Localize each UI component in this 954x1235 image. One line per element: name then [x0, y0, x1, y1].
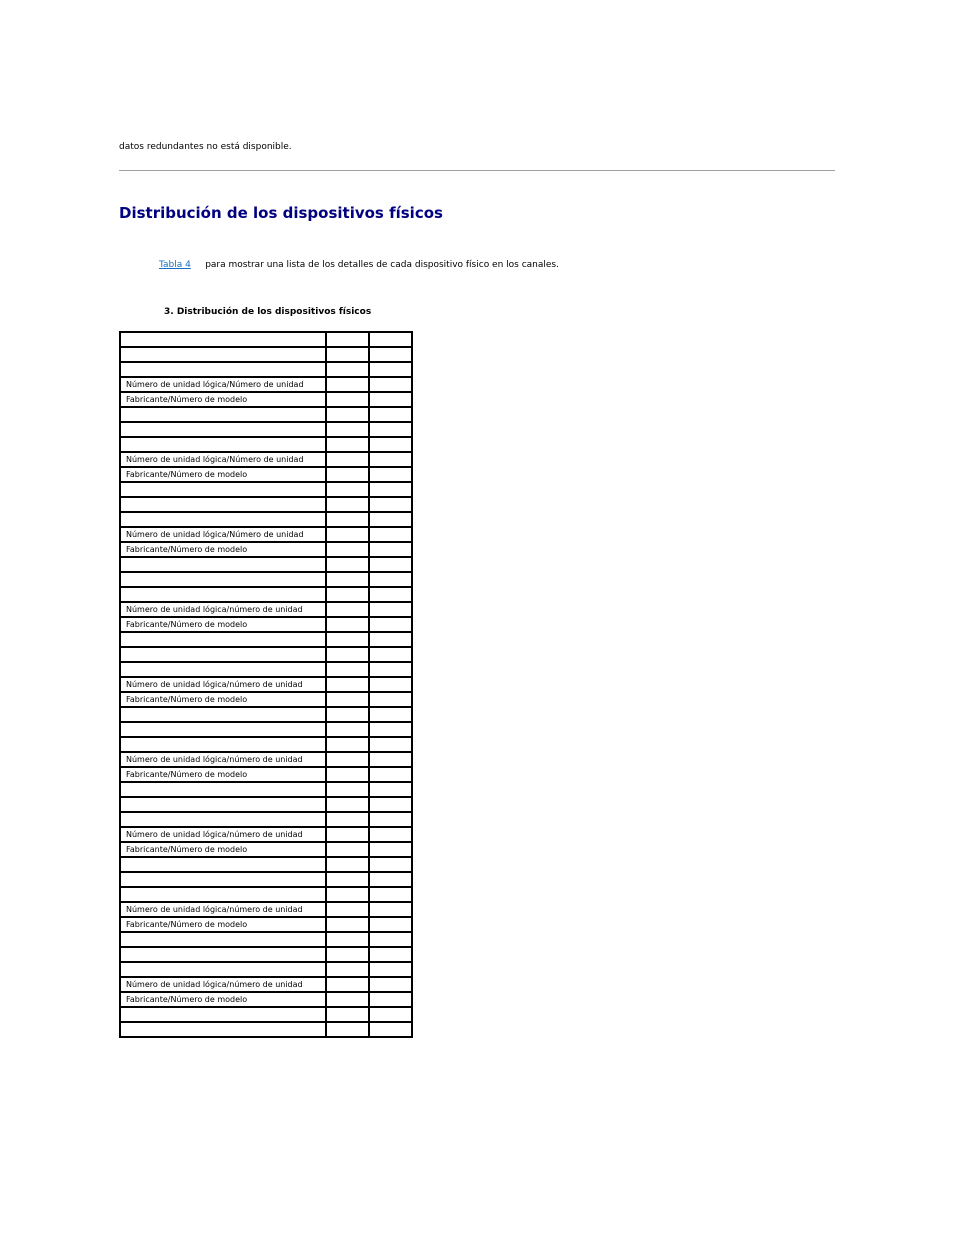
- table-row: [120, 722, 412, 737]
- table-row: [120, 812, 412, 827]
- table-cell: [326, 782, 369, 797]
- table-cell: [326, 602, 369, 617]
- table-row: [120, 677, 412, 692]
- table-cell: [120, 947, 326, 962]
- table-row: [120, 542, 412, 557]
- table-row: [120, 422, 412, 437]
- table-row: [120, 332, 412, 347]
- table-cell: [369, 497, 412, 512]
- table-cell: [369, 812, 412, 827]
- table-row: [120, 932, 412, 947]
- table-cell: [326, 692, 369, 707]
- table-cell: [120, 872, 326, 887]
- table-cell: [120, 887, 326, 902]
- table-cell: [120, 437, 326, 452]
- table-cell: [369, 362, 412, 377]
- table-cell: [326, 407, 369, 422]
- table-row: [120, 662, 412, 677]
- table-cell: [326, 737, 369, 752]
- table-cell: [326, 587, 369, 602]
- table-cell: [120, 347, 326, 362]
- table-cell: [369, 452, 412, 467]
- table-row: [120, 917, 412, 932]
- table-cell: [326, 887, 369, 902]
- table-cell: [326, 557, 369, 572]
- table-row: [120, 527, 412, 542]
- paragraph-text: para mostrar una lista de los detalles de cada dispositivo físico en los canales.: [205, 260, 559, 270]
- table-cell: [120, 737, 326, 752]
- table-row: [120, 647, 412, 662]
- table-row: [120, 377, 412, 392]
- table-cell: [326, 422, 369, 437]
- table-cell: Número de unidad lógica/Número de unidad: [120, 452, 326, 467]
- table-cell: [120, 362, 326, 377]
- table-cell: [120, 707, 326, 722]
- table-cell: [369, 512, 412, 527]
- table-cell: [326, 362, 369, 377]
- table-cell: [369, 377, 412, 392]
- table-row: [120, 692, 412, 707]
- table-cell: [326, 1007, 369, 1022]
- table-cell: [369, 872, 412, 887]
- table-cell: [369, 647, 412, 662]
- table-row: [120, 992, 412, 1007]
- table-row: [120, 362, 412, 377]
- table-cell: [369, 677, 412, 692]
- table-cell: [369, 632, 412, 647]
- table-cell: [120, 632, 326, 647]
- table-row: [120, 512, 412, 527]
- table-cell: Fabricante/Número de modelo: [120, 692, 326, 707]
- table-cell: Número de unidad lógica/número de unidad: [120, 977, 326, 992]
- table-body: [120, 332, 412, 1037]
- table-cell: [326, 452, 369, 467]
- table-cell: [369, 782, 412, 797]
- table-cell: [369, 992, 412, 1007]
- table-cell: [120, 797, 326, 812]
- table-row: [120, 737, 412, 752]
- table-cell: [369, 752, 412, 767]
- table-row: [120, 617, 412, 632]
- table-cell: [326, 647, 369, 662]
- table-cell: [369, 722, 412, 737]
- table-row: [120, 782, 412, 797]
- section-heading: Distribución de los dispositivos físicos: [119, 204, 443, 222]
- table-row: [120, 557, 412, 572]
- table-cell: [369, 842, 412, 857]
- paragraph-spacer: [194, 260, 203, 270]
- table-row: [120, 497, 412, 512]
- table-cell: [326, 512, 369, 527]
- table-cell: [369, 662, 412, 677]
- table-cell: [120, 812, 326, 827]
- intro-paragraph: [159, 259, 559, 271]
- table-cell: [120, 572, 326, 587]
- table-row: [120, 752, 412, 767]
- table-cell: [369, 767, 412, 782]
- table-cell: [326, 1022, 369, 1037]
- table-row: [120, 887, 412, 902]
- table-cell: [326, 932, 369, 947]
- table-cell: [120, 857, 326, 872]
- table-cell: [120, 782, 326, 797]
- table-cell: [369, 527, 412, 542]
- table-cell: [120, 1007, 326, 1022]
- table-cell: Número de unidad lógica/número de unidad: [120, 752, 326, 767]
- table-cell: [369, 587, 412, 602]
- table-row: [120, 767, 412, 782]
- table-cell: Fabricante/Número de modelo: [120, 992, 326, 1007]
- table-cell: [326, 617, 369, 632]
- table-row: [120, 572, 412, 587]
- table-cell: [326, 797, 369, 812]
- table-cell: [120, 422, 326, 437]
- table-cell: [326, 857, 369, 872]
- table-cell: [120, 647, 326, 662]
- table-cell: [326, 332, 369, 347]
- table-row: [120, 857, 412, 872]
- table-cell: Número de unidad lógica/número de unidad: [120, 677, 326, 692]
- table-cell: [369, 482, 412, 497]
- table-row: [120, 392, 412, 407]
- table-cell: [326, 497, 369, 512]
- table-cell: [326, 947, 369, 962]
- table-cell: [326, 722, 369, 737]
- table-row: [120, 347, 412, 362]
- table-row: [120, 962, 412, 977]
- table-row: [120, 797, 412, 812]
- table-cell: [369, 902, 412, 917]
- table-row: [120, 827, 412, 842]
- table-cell: [326, 572, 369, 587]
- table-cell: [326, 392, 369, 407]
- table-cell: [369, 917, 412, 932]
- table-cell: [369, 887, 412, 902]
- table-cell: [326, 482, 369, 497]
- table-cell: [369, 857, 412, 872]
- table-cell: [369, 977, 412, 992]
- horizontal-rule: [119, 170, 835, 171]
- intro-text: datos redundantes no está disponible.: [119, 142, 292, 152]
- table-cell: [369, 392, 412, 407]
- table-cell: [326, 752, 369, 767]
- table-cell: [369, 542, 412, 557]
- table-cell: [369, 932, 412, 947]
- table-cell: [120, 932, 326, 947]
- table-row: [120, 452, 412, 467]
- table-cell: [120, 482, 326, 497]
- table-cell: [120, 587, 326, 602]
- table-cell: Fabricante/Número de modelo: [120, 392, 326, 407]
- table-cell: [120, 407, 326, 422]
- table-cell: Número de unidad lógica/número de unidad: [120, 902, 326, 917]
- table-cell: Número de unidad lógica/número de unidad: [120, 827, 326, 842]
- table-row: [120, 1022, 412, 1037]
- table-cell: [326, 677, 369, 692]
- table-row: [120, 947, 412, 962]
- table-cell: [369, 692, 412, 707]
- table-cell: [326, 662, 369, 677]
- table-cell: [326, 767, 369, 782]
- table-cell: [120, 1022, 326, 1037]
- table-cell: [369, 572, 412, 587]
- table-cell: [326, 377, 369, 392]
- table-cell: [326, 527, 369, 542]
- table-cell: [369, 422, 412, 437]
- table-row: [120, 977, 412, 992]
- table-cell: [120, 332, 326, 347]
- table-cell: [120, 722, 326, 737]
- table-row: [120, 632, 412, 647]
- table-row: [120, 842, 412, 857]
- table-row: [120, 587, 412, 602]
- table-cell: Fabricante/Número de modelo: [120, 617, 326, 632]
- table-cell: [120, 662, 326, 677]
- table-row: [120, 602, 412, 617]
- table-cell: [326, 872, 369, 887]
- table-cell: [326, 917, 369, 932]
- table-row: [120, 1007, 412, 1022]
- table-cell: Fabricante/Número de modelo: [120, 542, 326, 557]
- table-cell: [326, 992, 369, 1007]
- table-cell: [369, 827, 412, 842]
- table-cell: [120, 497, 326, 512]
- table-cell: [120, 557, 326, 572]
- table-cell: Número de unidad lógica/Número de unidad: [120, 377, 326, 392]
- table-cell: [326, 707, 369, 722]
- physical-devices-table: [119, 331, 413, 1038]
- table-cell: [326, 977, 369, 992]
- table-4-link[interactable]: Tabla 4: [159, 260, 191, 270]
- table-cell: Fabricante/Número de modelo: [120, 842, 326, 857]
- table-row: [120, 407, 412, 422]
- table-cell: [326, 632, 369, 647]
- table-row: [120, 902, 412, 917]
- table-row: [120, 437, 412, 452]
- table-row: [120, 482, 412, 497]
- table-cell: [369, 602, 412, 617]
- table-cell: [369, 1022, 412, 1037]
- table-cell: [326, 902, 369, 917]
- table-container: [119, 331, 415, 1122]
- table-cell: [369, 962, 412, 977]
- table-cell: [369, 947, 412, 962]
- table-cell: [326, 812, 369, 827]
- table-cell: [369, 467, 412, 482]
- table-cell: [369, 617, 412, 632]
- table-cell: [326, 962, 369, 977]
- table-cell: [120, 962, 326, 977]
- table-row: [120, 707, 412, 722]
- table-cell: [369, 737, 412, 752]
- table-cell: [369, 332, 412, 347]
- table-cell: [369, 407, 412, 422]
- table-cell: [369, 797, 412, 812]
- table-cell: Número de unidad lógica/número de unidad: [120, 602, 326, 617]
- table-cell: [369, 437, 412, 452]
- table-cell: [120, 512, 326, 527]
- table-cell: [326, 467, 369, 482]
- table-cell: [369, 557, 412, 572]
- table-cell: [326, 827, 369, 842]
- table-row: [120, 467, 412, 482]
- table-cell: [369, 347, 412, 362]
- table-cell: [326, 347, 369, 362]
- table-cell: Fabricante/Número de modelo: [120, 917, 326, 932]
- table-cell: Fabricante/Número de modelo: [120, 767, 326, 782]
- table-cell: [369, 707, 412, 722]
- table-cell: [326, 437, 369, 452]
- table-cell: [326, 542, 369, 557]
- table-cell: Fabricante/Número de modelo: [120, 467, 326, 482]
- table-row: [120, 872, 412, 887]
- table-caption: 3. Distribución de los dispositivos físicos: [164, 307, 372, 317]
- table-cell: [369, 1007, 412, 1022]
- table-cell: Número de unidad lógica/Número de unidad: [120, 527, 326, 542]
- table-cell: [326, 842, 369, 857]
